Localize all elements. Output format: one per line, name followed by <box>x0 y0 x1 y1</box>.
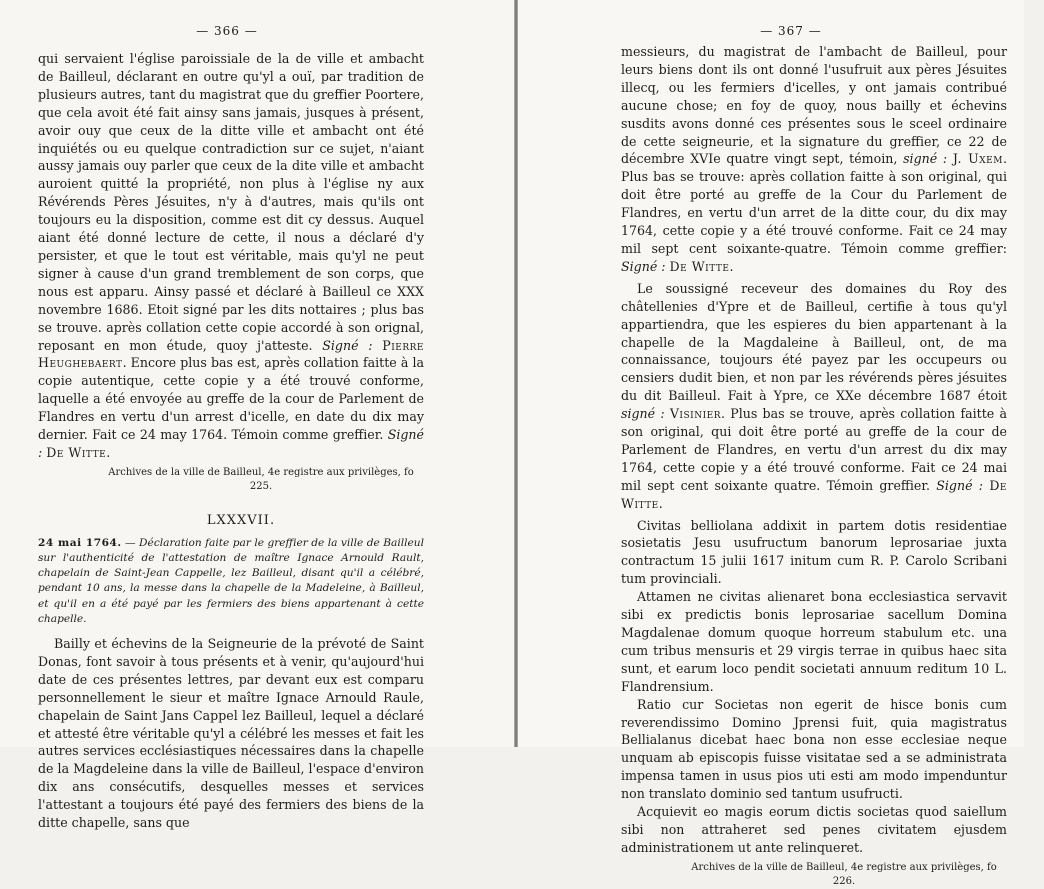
page-number: — 367 — <box>760 24 822 38</box>
signatory-name: De Witte <box>621 477 1007 511</box>
signatory-name: J. Uxem <box>952 151 1003 167</box>
right-text-column <box>621 43 1007 889</box>
archive-source: Archives de la ville de Bailleul, 4e registre aux privilèges, fo 226. <box>691 861 997 887</box>
document-summary <box>38 536 424 627</box>
paragraph-text: qui servaient l'église paroissiale de la de ville et ambacht de Bailleul, déclarant en outre qu'yl a ouï, par tradition de plusieurs autres, tant du magistrat que du greffier Poortere, que cela avoit été fait ainsy sans jamais, jusques à présent, avoir ouy que ceux de la ditte ville et ambacht ont été inquiétés ou eu quelque contradiction sur ce sujet, n'aiant aussy jamais ouy parler que ceux de la dite ville et ambacht auroient quitté la propriété, non plus à l'église ny aux Révérends Pères Jésuites, n'y à d'autres, mais qu'ils ont toujours eu la disposition, comme est dit cy dessus. Auquel aiant été donné lecture de cette, il nous a déclaré d'y persister, et que le tout est véritable, mais qu'yl ne peut signer à cause d'un grand tremblement de son corps, que nous est apparu. Ainsy passé et déclaré à Bailleul ce XXX novembre 1686. Etoit signé par les dits nottaires ; plus bas se trouve. après collation cette copie accordé à son orignal, reposant en mon étude, quoy j'atteste. <box>38 51 424 353</box>
paragraph-text: messieurs, du magistrat de l'ambacht de Bailleul, pour leurs biens dont ils ont donné l'usufruit aux pères Jésuites illecq, ou les fermiers d'icelles, y ont jamais contribué aucune chose; en foy de quoy, nous bailly et échevins susdits avons donné ces présentes sous le sceel ordinaire de cette seigneurie, et la signature du greffier, ce 22 de décembre XVIe quatre vingt sept, témoin, <box>621 44 1007 167</box>
paragraph: messieurs, du magistrat de l'ambacht de Bailleul, pour leurs biens dont ils ont donné l'usufruit aux pères Jésuites illecq, ou les fermiers d'icelles, y ont jamais contribué aucune chose; en foy de quoy, nous bailly et échevins susdits avons donné ces présentes sous le sceel ordinaire de cette seigneurie, et la signature du greffier, ce 22 de décembre XVIe quatre vingt sept, témoin, signé : J. Uxem. Plus bas se trouve: après collation faitte à son original, qui doit être porté au greffe de la Cour du Parlement de Flandres, en vertu d'un arret de la ditte cour, du dix may 1764, cette copie y a été trouvé conforme. Fait ce 24 may mil sept cent soixante-quatre. Témoin comme greffier: Signé : De Witte. <box>621 44 1007 274</box>
document-number-heading: LXXXVII. <box>206 512 276 528</box>
summary-date: 24 mai 1764. <box>38 536 122 549</box>
paragraph: Ratio cur Societas non egerit de hisce bonis cum reverendissimo Domino Jprensi fuit, quia magistratus Bellialanus dicebat haec bona non esse ecclesiae neque unquam ab episcopis fuisse visitatae sed a se administrata impensa tamen in usus pios uti esti am modo impenduntur non translato dominio sed tantum usufructi. <box>621 696 1007 802</box>
paragraph: Attamen ne civitas alienaret bona ecclesiastica servavit sibi ex predictis bonis leprosariae sacellum Domina Magdalenae domum quoque horreum stabulum etc. una cum tribus mensuris et 29 virgis terrae in quibus haec sita sunt, et earum loco pendit societati annuum reditum 10 L. Flandrensium. <box>621 589 1007 694</box>
paragraph: qui servaient l'église paroissiale de la de ville et ambacht de Bailleul, déclarant en outre qu'yl a ouï, par tradition de plusieurs autres, tant du magistrat que du greffier Poortere, que cela avoit été fait ainsy sans jamais, jusques à présent, avoir ouy que ceux de la ditte ville et ambacht ont été inquiétés ou eu quelque contradiction sur ce sujet, n'aiant aussy jamais ouy parler que ceux de la dite ville et ambacht auroient quitté la propriété, non plus à l'église ny aux Révérends Pères Jésuites, n'y à d'autres, mais qu'ils ont toujours eu la disposition, comme est dit cy dessus. Auquel aiant été donné lecture de cette, il nous a déclaré d'y persister, et que le tout est véritable, mais qu'yl ne peut signer à cause d'un grand tremblement de son corps, que nous est apparu. Ainsy passé et déclaré à Bailleul ce XXX novembre 1686. Etoit signé par les dits nottaires ; plus bas se trouve. après collation cette copie accordé à son orignal, reposant en mon étude, quoy j'atteste. Signé : Pierre Heughebaert. Encore plus bas est, après collation faitte à la copie autentique, cette copie y a été trouvé conforme, laquelle a été envoyée au greffe de la cour de Parlement de Flandres en vertu d'un arrest d'icelle, en date du dix may dernier. Fait ce 24 may 1764. Témoin comme greffier. Signé : De Witte. <box>38 51 424 460</box>
paragraph-text: . Plus bas se trouve, après collation faitte à son original, qui doit être porté au greffe de la cour de Parlement de Flandres, en vertu d'un arrest du dix may 1764, cette copie y a été trouvé conforme. Fait ce 24 mai mil sept cent soixante quatre. Témoin greffier. <box>621 406 1007 493</box>
signatory-name: Visinier <box>669 406 721 422</box>
signatory-name: De Witte <box>669 258 730 274</box>
left-text-column <box>38 50 424 832</box>
signature-label: signé : <box>903 151 948 167</box>
signatory-name: Pierre Heughebaert <box>38 337 424 371</box>
paragraph: Bailly et échevins de la Seigneurie de la prévoté de Saint Donas, font savoir à tous présents et à venir, qu'aujourd'hui date de ces présentes lettres, par devant eux est comparu personnellement le sieur et maître Ignace Arnould Raule, chapelain de Saint Jans Cappel lez Bailleul, lequel a déclaré et attesté être véritable qu'yl a célébré les messes et fait les autres services ecclésiastiques nécessaires dans la chapelle de la Magdeleine dans la ville de Bailleul, l'espace d'environ dix ans consécutifs, desquelles messes et services l'attestant a toujours été payé des fermiers des biens de la ditte chapelle, sans que <box>38 635 424 831</box>
paragraph-text: Le soussigné receveur des domaines du Roy des châtellenies d'Ypre et de Bailleul, certifie à tous qu'yl appartiendra, que les espieres du bien appartenant à la chapelle de la Magdaleine à Bailleul, ont, de ma connaissance, toujours été payez par les occupeurs ou censiers dudit bien, et non par les révérends pères jésuites du dit Bailleul. Fait à Ypre, ce XXe décembre 1687 étoit <box>621 280 1007 404</box>
left-page <box>0 0 514 831</box>
signature-label: signé : <box>621 406 665 422</box>
paragraph: Le soussigné receveur des domaines du Roy des châtellenies d'Ypre et de Bailleul, certifie à tous qu'yl appartiendra, que les espieres du bien appartenant à la chapelle de la Magdaleine à Bailleul, ont, de ma connaissance, toujours été payez par les occupeurs ou censiers dudit bien, et non par les révérends pères jésuites du dit Bailleul. Fait à Ypre, ce XXe décembre 1687 étoit signé : Visinier. Plus bas se trouve, après collation faitte à son original, qui doit être porté au greffe de la cour de Parlement de Flandres, en vertu d'un arrest du dix may 1764, cette copie y a été trouvé conforme. Fait ce 24 mai mil sept cent soixante quatre. Témoin greffier. Signé : De Witte. <box>621 280 1007 511</box>
paragraph: Civitas belliolana addixit in partem dotis residentiae sosietatis Jesu usufructum banorum leprosariae juxta contractum 15 julii 1617 initum cum R. P. Carolo Scribani tum provinciali. <box>621 517 1007 587</box>
summary-text: — Déclaration faite par le greffier de la ville de Bailleul sur l'authenticité de l'attestation de maître Ignace Arnould Rault, chapelain de Saint-Jean Cappelle, lez Bailleul, disant qu'il a célébré, pendant 10 ans, la messe dans la chapelle de la Madeleine, à Bailleul, et qu'il en a été payé par les fermiers des biens appartenant à cette chapelle. <box>38 536 424 625</box>
archive-source: Archives de la ville de Bailleul, 4e registre aux privilèges, fo 225. <box>108 466 414 492</box>
right-page <box>518 0 1024 887</box>
paragraph-text: . Encore plus bas est, après collation faitte à la copie autentique, cette copie y a été trouvé conforme, laquelle a été envoyée au greffe de la cour de Parlement de Flandres en vertu d'un arrest d'icelle, en date du dix may dernier. Fait ce 24 may 1764. Témoin comme greffier. <box>38 355 424 443</box>
signature-label: Signé : <box>936 477 984 493</box>
signature-label: Signé : <box>38 427 424 460</box>
paragraph: Acquievit eo magis eorum dictis societas quod saiellum sibi non attraheret sed penes civitatem ejusdem administrationem ut ante relinqueret. <box>621 804 1007 855</box>
signature-label: Signé : <box>322 337 373 353</box>
paragraph-text: . Plus bas se trouve: après collation faitte à son original, qui doit être porté au greffe de la Cour du Parlement de Flandres, en vertu d'un arret de la ditte cour, du dix may 1764, cette copie y a été trouvé conforme. Fait ce 24 may mil sept cent soixante-quatre. Témoin comme greffier: <box>621 151 1007 256</box>
signature-label: Signé : <box>621 258 666 274</box>
page-number: — 366 — <box>196 24 258 38</box>
signatory-name: De Witte <box>46 444 107 460</box>
